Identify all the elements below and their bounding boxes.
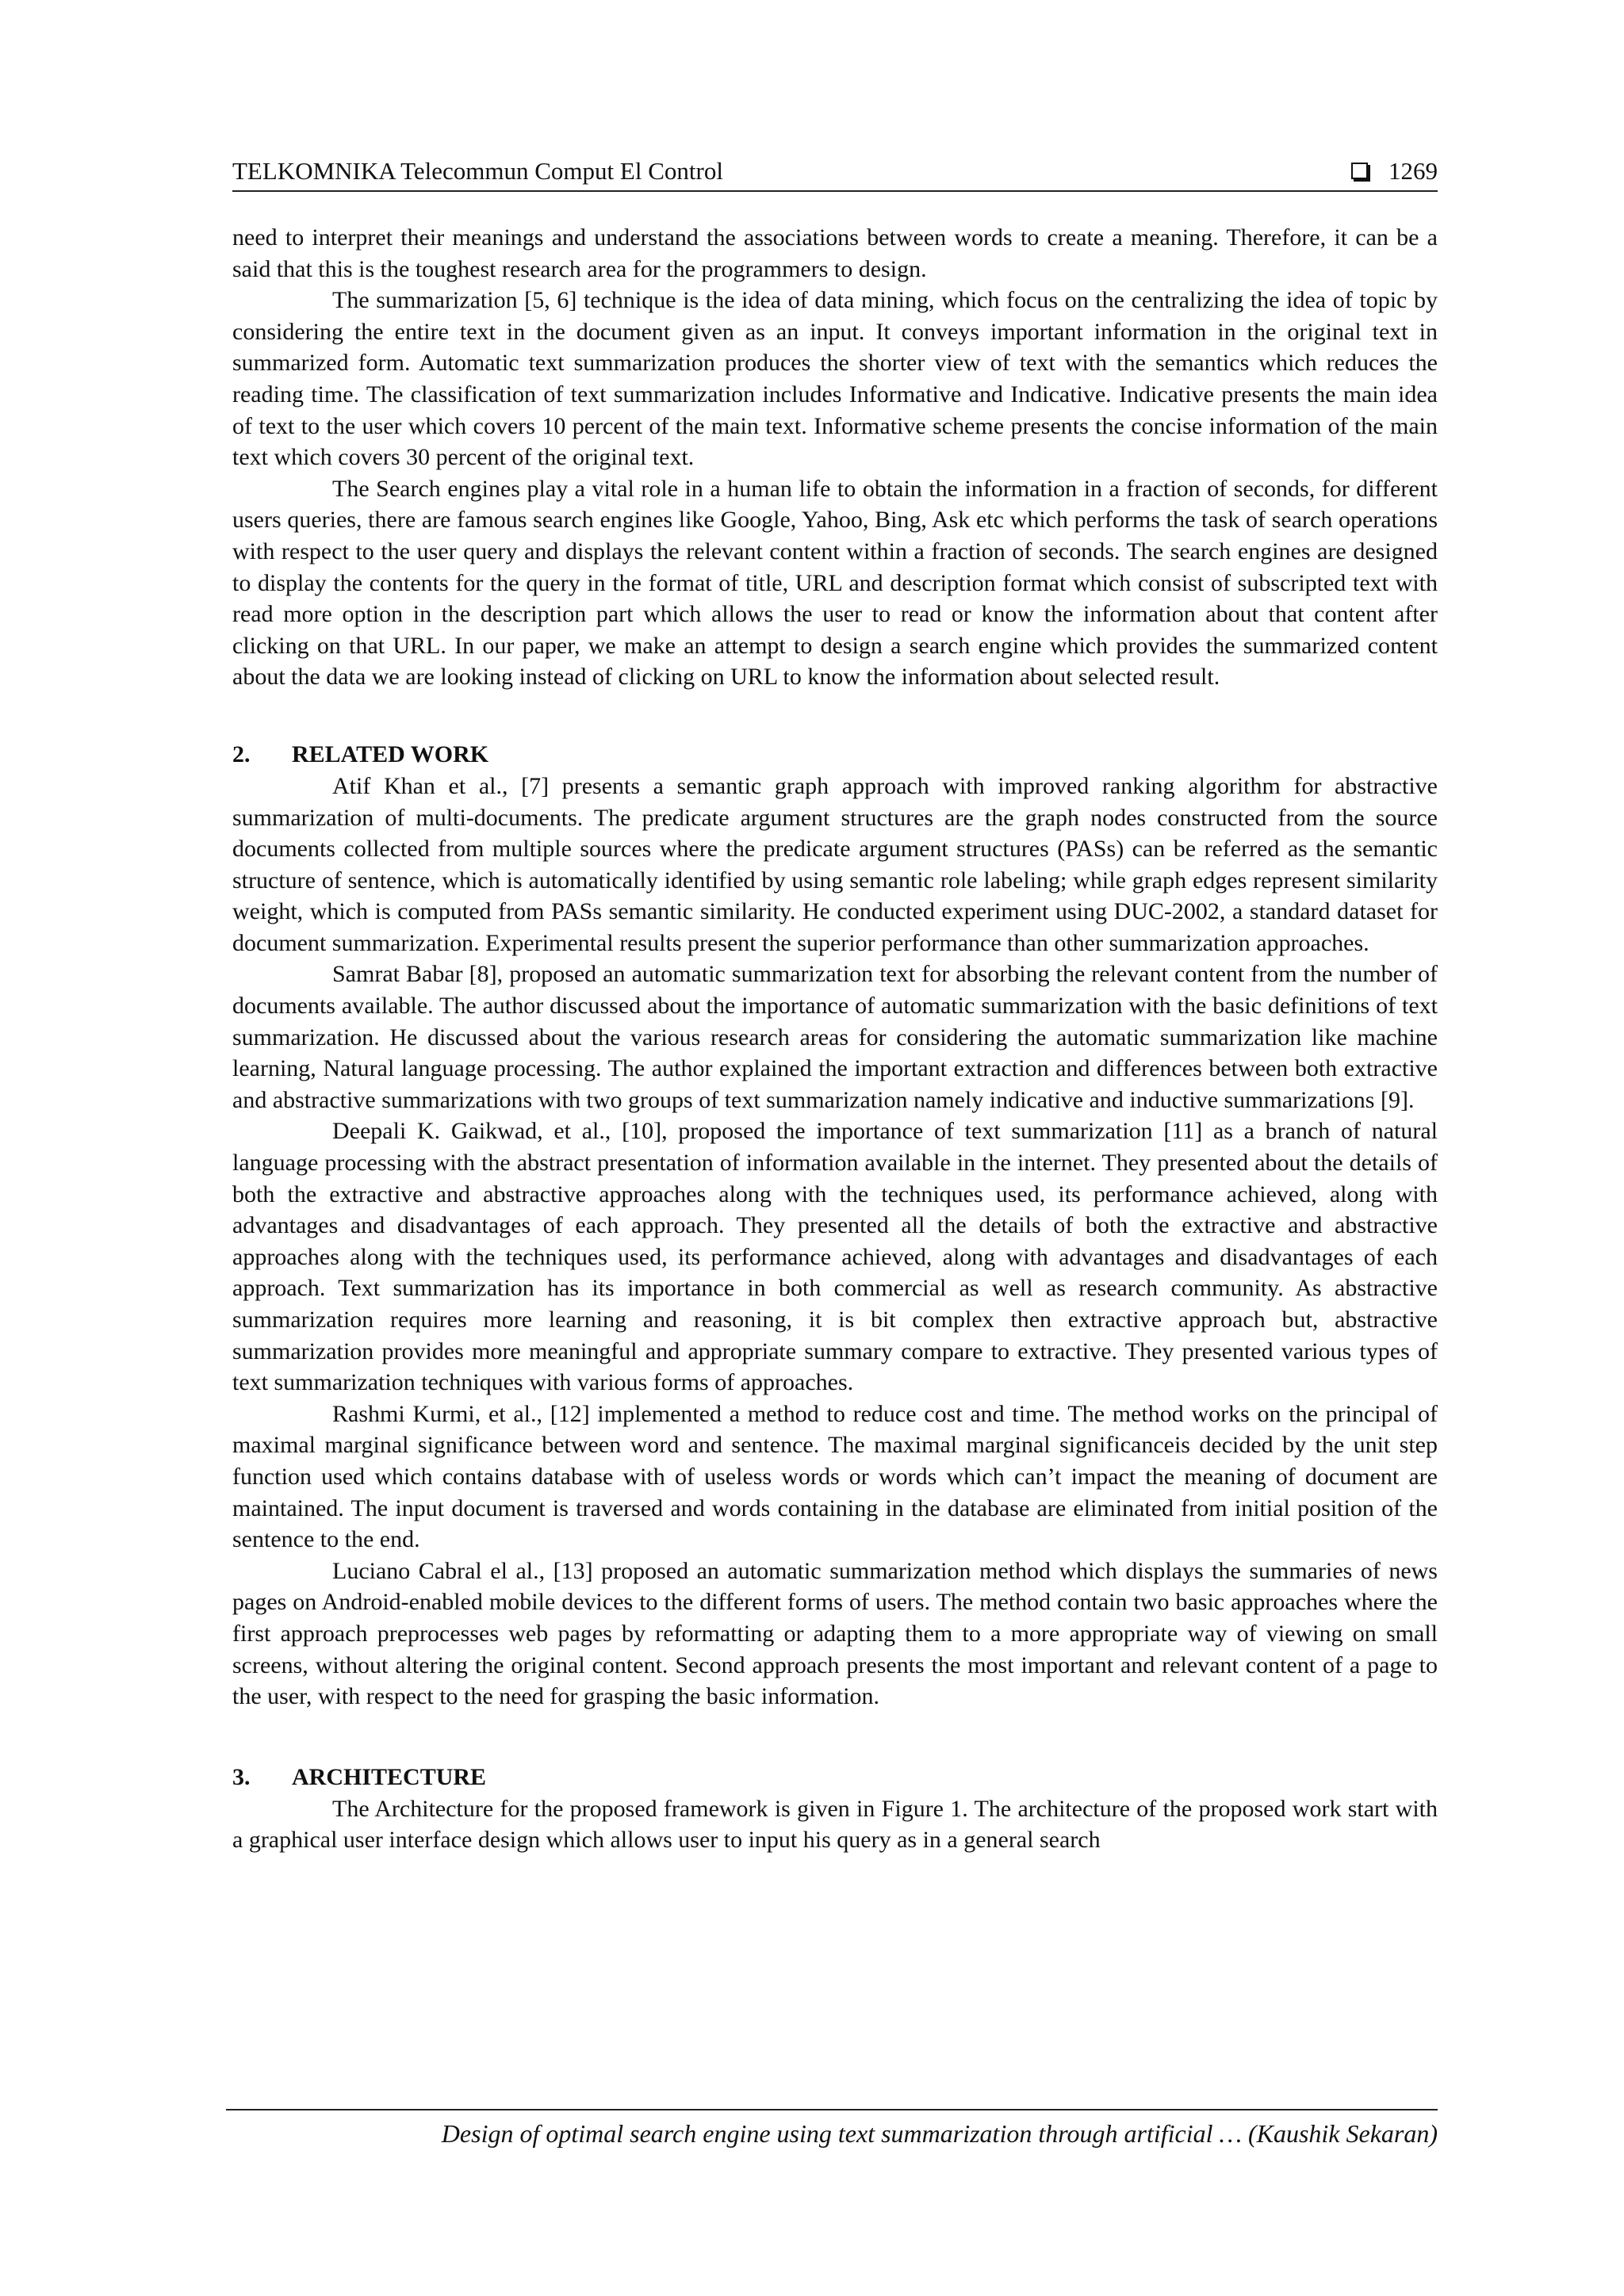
related-paragraph-3: Deepali K. Gaikwad, et al., [10], proposed the importance of text summarization [11] as a branch of natural language processing with the abstract presentation of information available in the internet. They presented about the details of both the extractive and abstractive approaches along with the techniques used, its performance achieved, along with advantages and disadvantages of each approach. They presented all the details of both the extractive and abstractive approaches along with the techniques used, its performance achieved, along with advantages and disadvantages of each approach. Text summarization has its importance in both commercial as well as research community. As abstractive summarization requires more learning and reasoning, it is bit complex then extractive approach but, abstractive summarization provides more meaningful and appropriate summary compare to extractive. They presented various types of text summarization techniques with various forms of approaches.	[232, 1118, 1438, 1396]
page-number-block	[1351, 155, 1438, 187]
section-heading-related-work	[232, 739, 1438, 771]
box-bullet-icon	[1351, 163, 1368, 179]
related-paragraph-2: Samrat Babar [8], proposed an automatic summarization text for absorbing the relevant content from the number of documents available. The author discussed about the importance of automatic summarization with the basic definitions of text summarization. He discussed about the various research areas for considering the automatic summarization like machine learning, Natural language processing. The author explained the important extraction and differences between both extractive and abstractive summarizations with two groups of text summarization namely indicative and inductive summarizations [9].	[232, 961, 1438, 1113]
footer-rule	[226, 2109, 1438, 2110]
section-title: RELATED WORK	[292, 740, 489, 767]
section-heading-architecture	[232, 1762, 1438, 1793]
page-number: 1269	[1388, 157, 1438, 185]
section-number: 2.	[232, 740, 251, 767]
running-footer: Design of optimal search engine using text summarization through artificial … (Kaushik Sekaran)	[441, 2119, 1438, 2148]
intro-paragraph-2: The summarization [5, 6] technique is the idea of data mining, which focus on the centralizing the idea of topic by considering the entire text in the document given as an input. It conveys important information in the original text in summarized form. Automatic text summarization produces the shorter view of text with the semantics which reduces the reading time. The classification of text summarization includes Informative and Indicative. Indicative presents the main idea of text to the user which covers 10 percent of the main text. Informative scheme presents the concise information of the main text which covers 30 percent of the original text.	[232, 287, 1438, 471]
related-paragraph-5: Luciano Cabral el al., [13] proposed an automatic summarization method which displays the summaries of news pages on Android-enabled mobile devices to the different forms of users. The method contain two basic approaches where the first approach preprocesses web pages by reformatting or adapting them to a more appropriate way of viewing on small screens, without altering the original content. Second approach presents the most important and relevant content of a page to the user, with respect to the need for grasping the basic information.	[232, 1557, 1438, 1710]
section-number: 3.	[232, 1763, 251, 1790]
architecture-paragraph-1: The Architecture for the proposed framework is given in Figure 1. The architecture of the proposed work start with a graphical user interface design which allows user to input his query as in a general search	[232, 1795, 1438, 1854]
running-header	[232, 154, 1438, 192]
section-gap	[232, 1712, 1438, 1762]
related-paragraph-4: Rashmi Kurmi, et al., [12] implemented a method to reduce cost and time. The method works on the principal of maximal marginal significance between word and sentence. The maximal marginal significanceis decided by the unit step function used which contains database with of useless words or words which can’t impact the meaning of document are maintained. The input document is traversed and words containing in the database are eliminated from initial position of the sentence to the end.	[232, 1400, 1438, 1553]
section-title: ARCHITECTURE	[292, 1763, 487, 1790]
section-gap	[232, 693, 1438, 739]
intro-paragraph-1: need to interpret their meanings and understand the associations between words to create a meaning. Therefore, it can be a said that this is the toughest research area for the programmers to design.	[232, 224, 1438, 282]
related-paragraph-1: Atif Khan et al., [7] presents a semantic graph approach with improved ranking algorithm for abstractive summarization of multi-documents. The predicate argument structures are the graph nodes constructed from the source documents collected from multiple sources where the predicate argument structures (PASs) can be referred as the semantic structure of sentence, which is automatically identified by using semantic role labeling; while graph edges represent similarity weight, which is computed from PASs semantic similarity. He conducted experiment using DUC-2002, a standard dataset for document summarization. Experimental results present the superior performance than other summarization approaches.	[232, 772, 1438, 956]
body-text	[232, 222, 1438, 1856]
journal-name: TELKOMNIKA Telecommun Comput El Control	[232, 157, 723, 185]
intro-paragraph-3: The Search engines play a vital role in a human life to obtain the information in a fraction of seconds, for different users queries, there are famous search engines like Google, Yahoo, Bing, Ask etc which performs the task of search operations with respect to the user query and displays the relevant content within a fraction of seconds. The search engines are designed to display the contents for the query in the format of title, URL and description format which consist of subscripted text with read more option in the description part which allows the user to read or know the information about that content after clicking on that URL. In our paper, we make an attempt to design a search engine which provides the summarized content about the data we are looking instead of clicking on URL to know the information about selected result.	[232, 475, 1438, 691]
